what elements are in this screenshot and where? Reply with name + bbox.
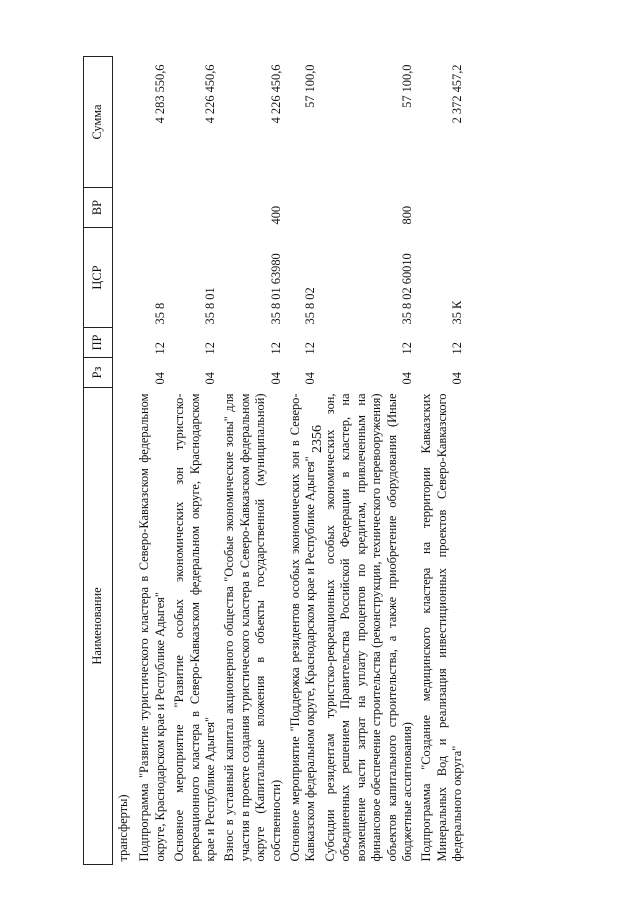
table-header-row [84, 57, 113, 865]
row-vr [284, 188, 319, 228]
row-rz: 04 [203, 372, 218, 385]
row-name: Подпрограмма "Создание медицинского кластера на территории Кавказских Минеральных Вод и реализация инвестиционных проектов Северо-Кавказского федерального округа" [419, 393, 465, 862]
header-name: Наименование [84, 388, 113, 865]
table-row [133, 57, 168, 865]
row-sum: 2 372 457,2 [450, 64, 465, 124]
row-pr: 12 [450, 342, 465, 355]
row-rz: 04 [268, 372, 283, 385]
row-pr: 12 [268, 342, 283, 355]
header-csr: ЦСР [84, 228, 113, 328]
budget-table [83, 56, 466, 865]
row-name: Основное мероприятие "Развитие особых экономических зон туристско-рекреационного кластера в Северо-Кавказском федеральном округе, Краснодарском крае и Республике Адыгея" [172, 393, 218, 862]
row-pr: 12 [303, 342, 318, 355]
header-sum: Сумма [84, 57, 113, 188]
row-name: Основное мероприятие "Поддержка резидентов особых экономических зон в Северо-Кавказском федеральном округе, Краснодарском крае и Республике Адыгея" [288, 393, 318, 862]
table-row [319, 57, 415, 865]
row-sum: 4 226 450,6 [203, 64, 218, 124]
row-csr: 35 8 [152, 302, 167, 325]
row-name: Субсидии резидентам туристско-рекреационных особых экономических зон, объединенных решением Правительства Российской Федерации в кластер, на возмещение части затрат на уплату процентов по кредитам, привлеченным на финансовое обеспечение строительства (реконструкции, технического перевооружения) объектов капитального строительства, а также приобретение оборудования (Иные бюджетные ассигнования) [322, 393, 414, 862]
row-rz: 04 [152, 372, 167, 385]
row-sum: 4 226 450,6 [268, 64, 283, 124]
row-vr [415, 188, 465, 228]
row-pr: 12 [399, 342, 414, 355]
header-vr: ВР [84, 188, 113, 228]
table-row [284, 57, 319, 865]
row-vr [168, 188, 218, 228]
row-sum: 57 100,0 [399, 64, 414, 108]
row-rz: 04 [450, 372, 465, 385]
row-sum: 57 100,0 [303, 64, 318, 108]
row-vr: 400 [268, 205, 283, 225]
table-row [168, 57, 218, 865]
row-csr: 35 К [450, 300, 465, 325]
row-vr [133, 188, 168, 228]
row-sum: 4 283 550,6 [152, 64, 167, 124]
row-vr: 800 [399, 205, 414, 225]
header-pr: ПР [84, 328, 113, 358]
table-row [218, 57, 284, 865]
row-csr: 35 8 02 [303, 287, 318, 325]
continuation-row [113, 57, 134, 865]
row-pr: 12 [152, 342, 167, 355]
row-name: Взнос в уставный капитал акционерного общества "Особые экономические зоны" для участия в проекте создания туристического кластера в Северо-Кавказском федеральном округе (Капитальные вложения в объекты государственной (муниципальной) собственности) [222, 393, 283, 862]
row-pr: 12 [203, 342, 218, 355]
header-rz: Рз [84, 358, 113, 388]
row-csr: 35 8 02 60010 [399, 253, 414, 325]
row-csr: 35 8 01 63980 [268, 253, 283, 325]
budget-table-page [83, 57, 591, 865]
row-csr: 35 8 01 [203, 287, 218, 325]
row-name: Подпрограмма "Развитие туристического кластера в Северо-Кавказском федеральном округе, Краснодарском крае и Республике Адыгея" [137, 393, 167, 862]
page-number: 2356 [310, 425, 325, 453]
continuation-text: трансферты) [116, 794, 130, 862]
table-row [415, 57, 465, 865]
row-rz: 04 [399, 372, 414, 385]
row-rz: 04 [303, 372, 318, 385]
